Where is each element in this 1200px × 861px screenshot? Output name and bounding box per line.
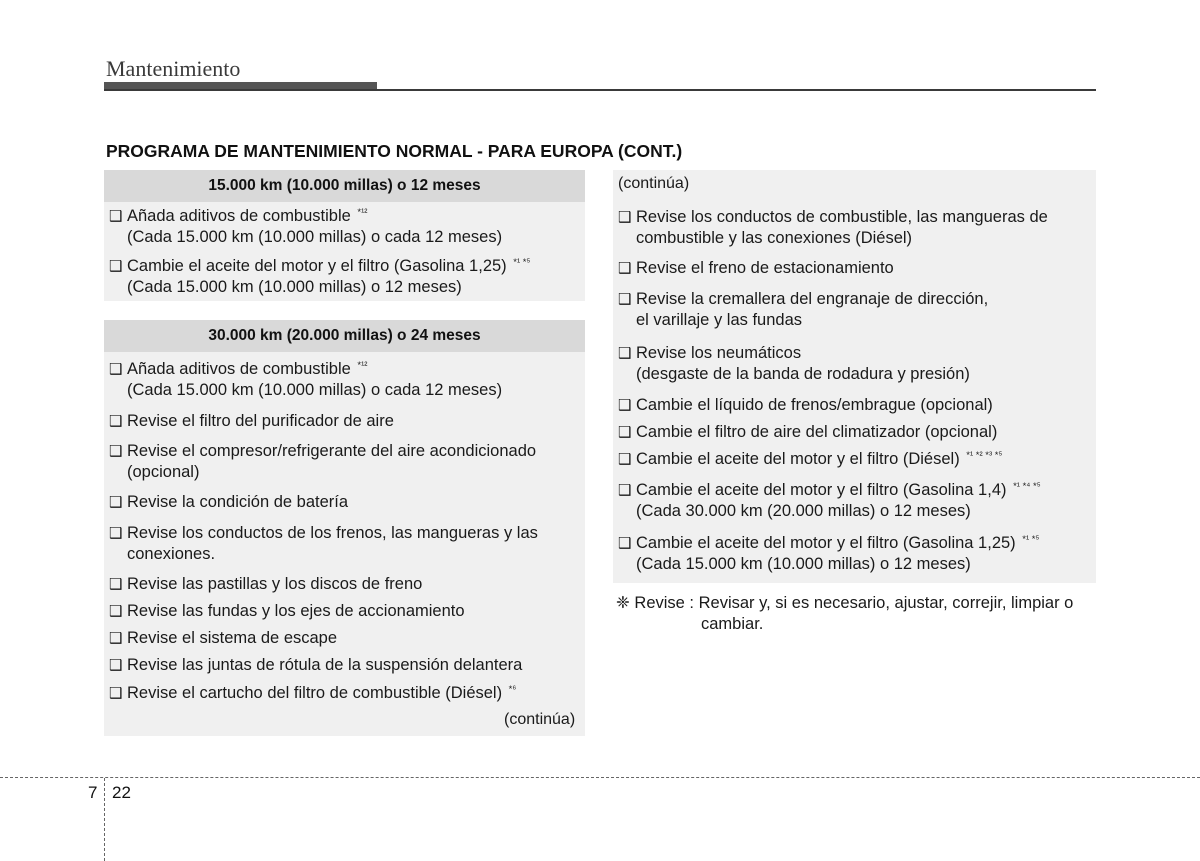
- checkbox-icon: ❑: [618, 260, 632, 277]
- footnote: ❈ Revise : Revisar y, si es necesario, ajustar, correjir, limpiar o cambiar.: [616, 594, 1074, 633]
- list-item: ❑ Revise la condición de batería: [109, 493, 349, 511]
- list-item: ❑ Revise el sistema de escape: [109, 629, 338, 647]
- checkbox-icon: ❑: [618, 482, 632, 499]
- list-item: ❑ Cambie el filtro de aire del climatizador (opcional): [618, 423, 998, 441]
- list-item: ❑ Revise el filtro del purificador de aire: [109, 412, 394, 430]
- list-item: ❑ Revise los conductos de los frenos, las mangueras y las conexiones.: [109, 524, 538, 563]
- checkbox-icon: ❑: [109, 361, 123, 378]
- header-rule-thin: [104, 89, 1096, 91]
- note-symbol-icon: ❈: [616, 594, 630, 612]
- list-item: ❑ Cambie el aceite del motor y el filtro (Gasolina 1,25) $^{*^1 *^5}$ (Cada 15.000 km (10.000 millas) o 12 meses): [618, 534, 1040, 573]
- list-item: ❑ Revise el freno de estacionamiento: [618, 259, 894, 277]
- list-item: ❑ Cambie el líquido de frenos/embrague (opcional): [618, 396, 993, 414]
- checkbox-icon: ❑: [109, 258, 123, 275]
- checkbox-icon: ❑: [618, 291, 632, 308]
- checkbox-icon: ❑: [618, 451, 632, 468]
- checkbox-icon: ❑: [618, 209, 632, 226]
- list-item: ❑ Revise el cartucho del filtro de combustible (Diésel) $^{*^6}$: [109, 684, 517, 702]
- list-item: ❑ Revise las fundas y los ejes de accionamiento: [109, 602, 465, 620]
- checkbox-icon: ❑: [109, 208, 123, 225]
- checkbox-icon: ❑: [109, 576, 123, 593]
- checkbox-icon: ❑: [109, 494, 123, 511]
- list-item: ❑ Revise los neumáticos (desgaste de la banda de rodadura y presión): [618, 344, 970, 383]
- list-item: ❑ Añada aditivos de combustible $^{*^{12}}$ (Cada 15.000 km (10.000 millas) o cada 12 meses): [109, 360, 503, 399]
- checkbox-icon: ❑: [109, 630, 123, 647]
- continued-label-left: (continúa): [504, 711, 576, 728]
- list-item: ❑ Revise el compresor/refrigerante del aire acondicionado (opcional): [109, 442, 537, 481]
- page-number: 22: [112, 783, 131, 802]
- list-item: ❑ Revise la cremallera del engranaje de dirección, el varillaje y las fundas: [618, 290, 989, 329]
- list-item: ❑ Cambie el aceite del motor y el filtro (Diésel) $^{*^1 *^2 *^3 *^5}$: [618, 450, 1003, 468]
- checkbox-icon: ❑: [618, 424, 632, 441]
- header-title: Mantenimiento: [106, 56, 241, 81]
- chapter-number: 7: [88, 783, 98, 802]
- continued-label-right: (continúa): [618, 175, 690, 192]
- block-30000-heading: 30.000 km (20.000 millas) o 24 meses: [104, 320, 585, 352]
- checkbox-icon: ❑: [109, 685, 123, 702]
- list-item: ❑ Cambie el aceite del motor y el filtro (Gasolina 1,4) $^{*^1 *^4 *^5}$ (Cada 30.000 km (20.000 millas) o 12 meses): [618, 481, 1041, 520]
- checkbox-icon: ❑: [109, 657, 123, 674]
- checkbox-icon: ❑: [109, 413, 123, 430]
- footer-vertical-divider: [104, 778, 105, 861]
- section-title: PROGRAMA DE MANTENIMIENTO NORMAL - PARA EUROPA (CONT.): [106, 141, 683, 161]
- block-15000-heading: 15.000 km (10.000 millas) o 12 meses: [104, 170, 585, 202]
- checkbox-icon: ❑: [618, 397, 632, 414]
- checkbox-icon: ❑: [109, 525, 123, 542]
- list-item: ❑ Añada aditivos de combustible $^{*^{12}}$ (Cada 15.000 km (10.000 millas) o cada 12 meses): [109, 207, 503, 246]
- footer-divider: [0, 777, 1200, 778]
- list-item: ❑ Revise las pastillas y los discos de freno: [109, 575, 423, 593]
- checkbox-icon: ❑: [109, 443, 123, 460]
- checkbox-icon: ❑: [618, 535, 632, 552]
- checkbox-icon: ❑: [109, 603, 123, 620]
- checkbox-icon: ❑: [618, 345, 632, 362]
- list-item: ❑ Revise las juntas de rótula de la suspensión delantera: [109, 656, 523, 674]
- list-item: ❑ Revise los conductos de combustible, las mangueras de combustible y las conexiones (Diésel): [618, 208, 1048, 247]
- list-item: ❑ Cambie el aceite del motor y el filtro (Gasolina 1,25) $^{*^1 *^5}$ (Cada 15.000 km (10.000 millas) o 12 meses): [109, 257, 531, 296]
